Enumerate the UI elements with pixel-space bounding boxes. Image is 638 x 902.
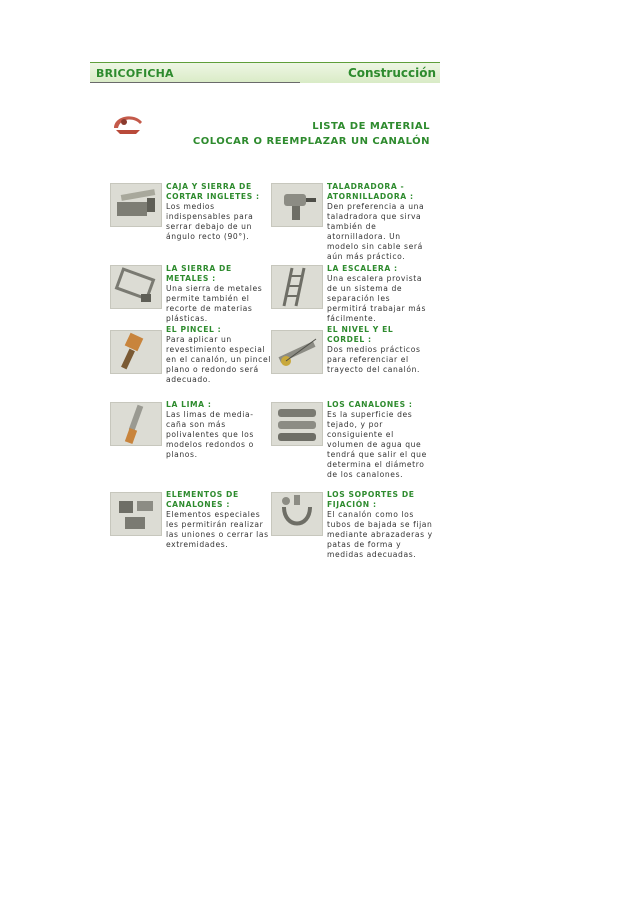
header-divider <box>90 82 300 83</box>
header-banner <box>90 62 440 83</box>
item-gutter-fittings <box>166 490 272 550</box>
item-text: Las limas de media-caña son más polivalentes que los modelos redondos o planos. <box>166 410 254 459</box>
trowel-logo-icon <box>110 108 146 136</box>
item-text: Den preferencia a una taladradora que sirva también de atornilladora. Un modelo sin cable será aún más práctico. <box>327 202 425 261</box>
item-paintbrush <box>166 325 272 385</box>
file-icon <box>110 402 162 446</box>
item-title: LA LIMA : <box>166 400 212 409</box>
header-left-label: BRICOFICHA <box>96 67 174 80</box>
gutter-bracket-icon <box>271 492 323 536</box>
item-saw-box <box>166 182 272 242</box>
page-title: LISTA DE MATERIAL <box>312 121 430 132</box>
item-text: Es la superficie des tejado, y por consiguiente el volumen de agua que tendrá que salir el que determina el diámetro de los canalones. <box>327 410 427 479</box>
item-title: LOS CANALONES : <box>327 400 413 409</box>
drill-icon <box>271 183 323 227</box>
item-title: ELEMENTOS DE CANALONES : <box>166 490 239 509</box>
item-title: LA SIERRA DE METALES : <box>166 264 232 283</box>
item-level <box>327 325 433 375</box>
item-ladder <box>327 264 433 324</box>
level-icon <box>271 330 323 374</box>
item-title: CAJA Y SIERRA DE CORTAR INGLETES : <box>166 182 260 201</box>
gutter-fittings-icon <box>110 492 162 536</box>
item-gutters <box>327 400 433 480</box>
item-text: Los medios indispensables para serrar debajo de un ángulo recto (90°). <box>166 202 254 241</box>
item-drill <box>327 182 433 262</box>
header-right-label: Construcción <box>347 66 436 80</box>
item-title: LA ESCALERA : <box>327 264 398 273</box>
saw-box-icon <box>110 183 162 227</box>
ladder-icon <box>271 265 323 309</box>
paintbrush-icon <box>110 330 162 374</box>
item-gutter-bracket <box>327 490 433 560</box>
item-title: EL NIVEL Y EL CORDEL : <box>327 325 394 344</box>
item-text: Dos medios prácticos para referenciar el trayecto del canalón. <box>327 345 421 374</box>
page-subtitle: COLOCAR O REEMPLAZAR UN CANALÓN <box>192 136 430 147</box>
gutters-icon <box>271 402 323 446</box>
item-text: El canalón como los tubos de bajada se fijan mediante abrazaderas y patas de forma y medidas adecuadas. <box>327 510 433 559</box>
item-text: Una escalera provista de un sistema de separación les permitirá trabajar más fácilmente. <box>327 274 426 323</box>
item-text: Para aplicar un revestimiento especial en el canalón, un pincel plano o redondo será adecuado. <box>166 335 271 384</box>
item-text: Elementos especiales les permitirán realizar las uniones o cerrar las extremidades. <box>166 510 269 549</box>
item-title: LOS SOPORTES DE FIJACIÓN : <box>327 490 415 509</box>
item-title: EL PINCEL : <box>166 325 222 334</box>
item-file <box>166 400 272 460</box>
item-title: TALADRADORA - ATORNILLADORA : <box>327 182 414 201</box>
item-text: Una sierra de metales permite también el recorte de materias plásticas. <box>166 284 263 323</box>
hacksaw-icon <box>110 265 162 309</box>
item-hacksaw <box>166 264 272 324</box>
